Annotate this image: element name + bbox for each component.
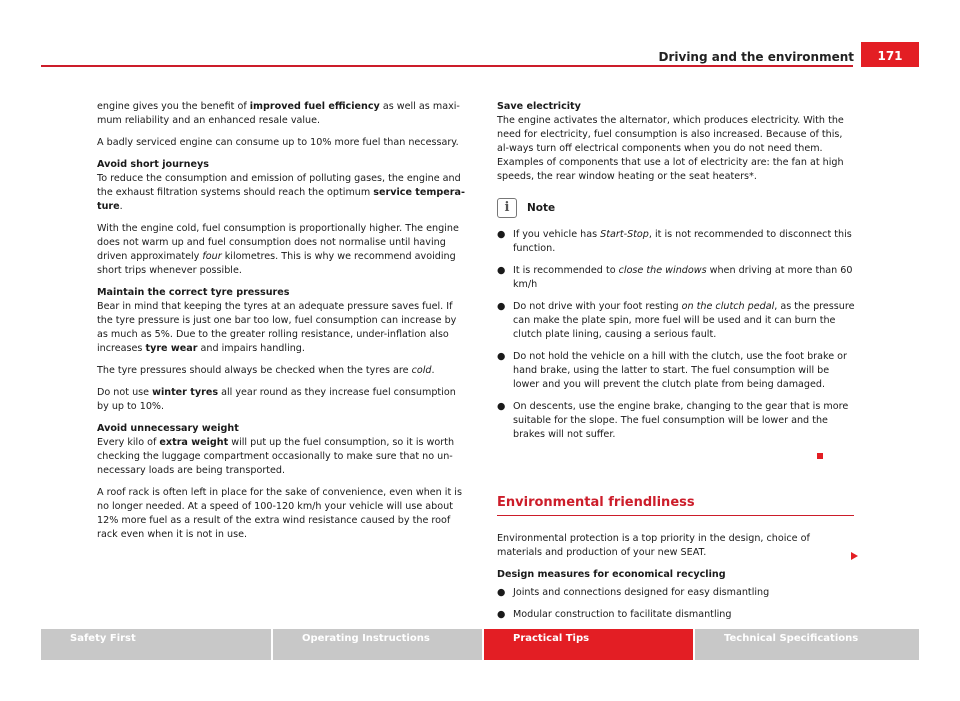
paragraph: To reduce the consumption and emission of polluting gases, the engine and the exhaust filtration systems should reach the optimum service tempera-ture. <box>97 173 465 212</box>
paragraph: Environmental protection is a top priority in the design, choice of materials and production of your new SEAT. <box>497 533 810 558</box>
subheading-short-journeys: Avoid short journeys <box>97 159 209 170</box>
left-column <box>97 100 467 550</box>
paragraph: Do not use winter tyres all year round as they increase fuel consumption by up to 10%. <box>97 387 456 412</box>
running-header-title: Driving and the environment <box>658 50 854 64</box>
continue-arrow-icon <box>851 552 858 560</box>
info-icon: i <box>497 198 517 218</box>
paragraph: A roof rack is often left in place for the sake of convenience, even when it is no longer needed. At a speed of 100-120 km/h your vehicle will use about 12% more fuel as a result of the extra wind resistance caused by the roof rack even when it is not in use. <box>97 487 462 540</box>
tab-safety-first[interactable]: Safety First <box>41 629 271 660</box>
list-item: ● Do not drive with your foot resting on the clutch pedal, as the pressure can make the plate spin, more fuel will be used and it can burn the clutch plate lining, causing a serious fault. <box>497 301 855 340</box>
paragraph: A badly serviced engine can consume up to 10% more fuel than necessary. <box>97 137 459 148</box>
tab-technical-specifications[interactable]: Technical Specifications <box>695 629 919 660</box>
paragraph: engine gives you the benefit of improved fuel efficiency as well as maxi-mum reliability and an enhanced resale value. <box>97 101 460 126</box>
section-end-marker <box>497 450 857 464</box>
tab-operating-instructions[interactable]: Operating Instructions <box>273 629 482 660</box>
list-item: ● Modular construction to facilitate dismantling <box>497 609 732 620</box>
list-item: ● Do not hold the vehicle on a hill with the clutch, use the foot brake or hand brake, using the latter to start. The fuel consumption will be lower and you will prevent the clutch plate from being damaged. <box>497 351 847 390</box>
paragraph: The tyre pressures should always be checked when the tyres are cold. <box>97 365 435 376</box>
page-number: 171 <box>861 42 919 67</box>
paragraph: Every kilo of extra weight will put up the fuel consumption, so it is worth checking the luggage compartment occasionally to make sure that no un-necessary loads are being transported. <box>97 437 455 476</box>
paragraph: The engine activates the alternator, which produces electricity. With the need for electricity, fuel consumption is also increased. Because of this, al-ways turn off electrical components when you do not need them. Examples of components that use a lot of electricity are: the fan at high speeds, the rear window heating or the seat heaters*. <box>497 115 844 182</box>
section-rule <box>497 515 854 516</box>
footer-nav <box>41 629 919 660</box>
subheading-tyre-pressures: Maintain the correct tyre pressures <box>97 287 290 298</box>
note-header <box>497 198 857 218</box>
header-rule <box>41 65 853 67</box>
subheading-save-electricity: Save electricity <box>497 101 581 112</box>
list-item: ● Joints and connections designed for easy dismantling <box>497 587 770 598</box>
list-item: ● If you vehicle has Start-Stop, it is not recommended to disconnect this function. <box>497 229 852 254</box>
list-item: ● On descents, use the engine brake, changing to the gear that is more suitable for the slope. The fuel consumption will be lower and the brakes will not suffer. <box>497 401 849 440</box>
paragraph: With the engine cold, fuel consumption is proportionally higher. The engine does not warm up and fuel consumption does not normalise until having driven approximately four kilometres. This is why we recommend avoiding short trips whenever possible. <box>97 223 459 276</box>
list-item: ● It is recommended to close the windows when driving at more than 60 km/h <box>497 265 853 290</box>
section-title: Environmental friendliness <box>497 495 695 510</box>
subheading-recycling: Design measures for economical recycling <box>497 569 726 580</box>
note-title: Note <box>527 202 556 214</box>
tab-practical-tips[interactable]: Practical Tips <box>484 629 693 660</box>
right-column <box>497 100 857 630</box>
subheading-weight: Avoid unnecessary weight <box>97 423 239 434</box>
paragraph: Bear in mind that keeping the tyres at an adequate pressure saves fuel. If the tyre pressure is just one bar too low, fuel consumption can increase by as much as 5%. Due to the greater rolling resistance, under-inflation also increases tyre wear and impairs handling. <box>97 301 457 354</box>
